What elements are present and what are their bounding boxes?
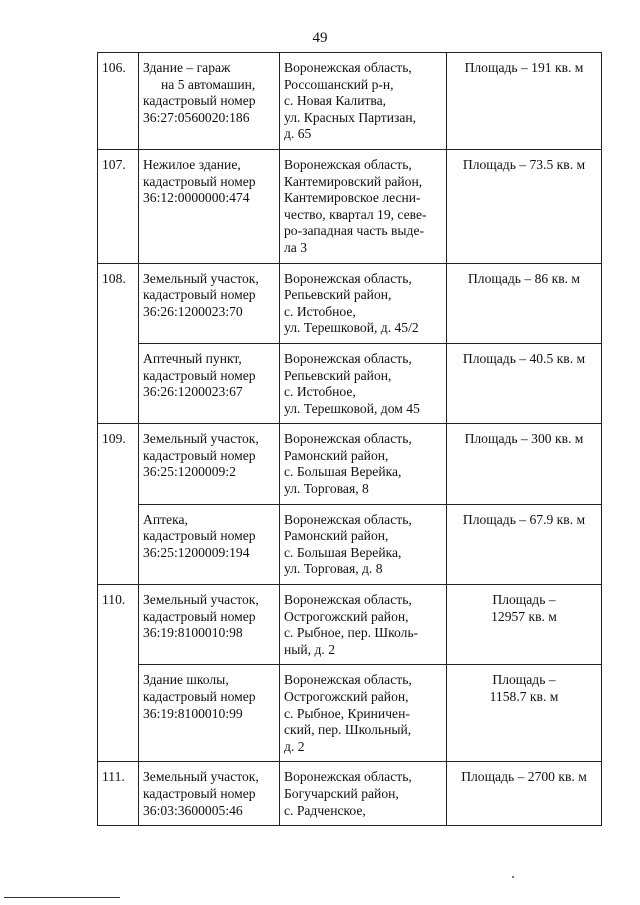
table-row [98,149,602,263]
object-description-line: Земельный участок, [143,431,259,447]
address-line: д. 2 [284,738,305,754]
area-line: Площадь – 300 кв. м [464,431,584,447]
address-line: с. Большая Верейка, [284,464,402,480]
object-description-line: кадастровый номер [143,287,256,303]
address-line: Репьевский район, [284,367,392,383]
table-row [98,424,602,504]
area-cell [447,343,602,423]
address-line: Воронежская область, [284,350,412,366]
item-number-cell: 110. [98,585,139,762]
area-cell [447,263,602,343]
object-description-line: 36:26:1200023:70 [143,303,243,319]
address-line: Кантемировский район, [284,173,423,189]
object-description-cell [139,263,280,343]
address-line: с. Новая Калитва, [284,93,387,109]
address-line: Кантемировское лесни- [284,190,421,206]
address-cell [280,53,447,150]
address-line: с. Истобное, [284,384,356,400]
object-description-line: кадастровый номер [143,528,256,544]
address-line: Воронежская область, [284,769,412,785]
area-line: Площадь – [492,672,556,688]
address-line: Острогожский район, [284,689,409,704]
object-description-line: кадастровый номер [143,608,256,624]
address-line: Воронежская область, [284,156,412,172]
area-cell [447,424,602,504]
object-description-line: Земельный участок, [143,592,259,608]
address-line: Репьевский район, [284,287,392,303]
object-description-cell [139,665,280,762]
object-description-line: 36:25:1200009:2 [143,464,236,480]
address-cell [280,762,447,826]
object-description-cell [139,762,280,826]
address-line: чество, квартал 19, севе- [284,206,427,222]
item-number-cell: 106. [98,53,139,150]
object-description-line: 36:26:1200023:67 [143,384,243,400]
address-line: д. 65 [284,126,312,142]
item-number-cell: 108. [98,263,139,424]
area-line: Площадь – 191 кв. м [464,60,584,75]
object-description-cell [139,343,280,423]
object-description-cell [139,585,280,665]
area-line: Площадь – 67.9 кв. м [462,511,586,527]
object-description-cell [139,149,280,263]
area-cell [447,665,602,762]
address-line: Россошанский р-н, [284,76,394,92]
area-line: Площадь – 2700 кв. м [461,769,587,785]
item-number-cell: 107. [98,149,139,263]
area-cell [447,149,602,263]
page-number: 49 [312,30,328,46]
table-row [98,585,602,665]
address-cell [280,504,447,584]
area-cell [447,504,602,584]
area-line: Площадь – [492,592,556,608]
object-description-line: 36:19:8100010:98 [143,625,243,641]
object-description-cell [139,53,280,150]
object-description-line: Аптечный пункт, [143,350,242,366]
object-description-line: 36:03:3600005:46 [143,802,243,818]
object-description-line: кадастровый номер [143,447,256,463]
object-description-line: кадастровый номер [143,785,256,801]
object-description-line: Аптека, [143,511,188,527]
footnote-divider [4,897,120,898]
area-line: 12957 кв. м [491,608,557,624]
address-cell [280,343,447,423]
object-description-line: Здание школы, [143,672,229,688]
address-line: Рамонский район, [284,528,389,544]
address-line: ро-западная часть выде- [284,223,424,239]
address-line: ул. Терешковой, дом 45 [284,400,420,416]
address-line: с. Рыбное, пер. Школь- [284,625,419,641]
address-cell [280,149,447,263]
object-description-line: Нежилое здание, [143,156,241,172]
object-description-line: Здание – гараж [143,60,231,75]
address-line: Воронежская область, [284,511,412,527]
object-description-line: кадастровый номер [143,367,256,383]
address-line: Воронежская область, [284,270,412,286]
item-number-cell: 109. [98,424,139,585]
address-line: ул. Красных Партизан, [284,109,417,125]
area-line: Площадь – 86 кв. м [467,270,581,286]
address-line: ный, д. 2 [284,641,335,657]
object-description-line: 36:25:1200009:194 [143,544,250,560]
scan-speck [512,876,514,878]
table-row [98,343,602,423]
address-line: Острогожский район, [284,608,409,624]
address-line: ский, пер. Школьный, [284,722,412,738]
table-body [98,53,602,826]
object-description-line: на 5 автомашин, [161,76,256,92]
object-description-cell [139,504,280,584]
object-description-line: 36:27:0560020:186 [143,109,250,125]
object-description-line: Земельный участок, [143,270,259,286]
object-description-line: 36:12:0000000:474 [143,190,250,206]
address-line: с. Радченское, [284,802,366,818]
address-line: Рамонский район, [284,447,389,463]
address-cell [280,585,447,665]
object-description-line: 36:19:8100010:99 [143,705,243,721]
table-row [98,53,602,150]
address-cell [280,424,447,504]
address-line: Богучарский район, [284,785,399,801]
table-row [98,263,602,343]
item-number-cell: 111. [98,762,139,826]
address-line: ул. Терешковой, д. 45/2 [284,320,419,336]
area-cell [447,53,602,150]
table-row [98,665,602,762]
table-row [98,504,602,584]
address-line: с. Истобное, [284,303,356,319]
object-description-line: Земельный участок, [143,769,259,785]
area-line: 1158.7 кв. м [489,689,559,704]
area-line: Площадь – 73.5 кв. м [462,156,586,172]
object-description-cell [139,424,280,504]
address-line: ул. Торговая, д. 8 [284,561,383,577]
address-line: Воронежская область, [284,592,412,608]
address-line: ул. Торговая, 8 [284,481,369,497]
address-line: Воронежская область, [284,672,412,688]
address-line: Воронежская область, [284,60,412,75]
address-line: с. Рыбное, Криничен- [284,705,410,721]
area-cell [447,585,602,665]
address-line: ла 3 [284,239,308,255]
area-cell [447,762,602,826]
area-line: Площадь – 40.5 кв. м [462,350,586,366]
table-row [98,762,602,826]
address-line: с. Большая Верейка, [284,544,402,560]
address-line: Воронежская область, [284,431,412,447]
property-table [97,52,602,826]
object-description-line: кадастровый номер [143,173,256,189]
address-cell [280,263,447,343]
object-description-line: кадастровый номер [143,689,256,704]
address-cell [280,665,447,762]
object-description-line: кадастровый номер [143,93,256,109]
